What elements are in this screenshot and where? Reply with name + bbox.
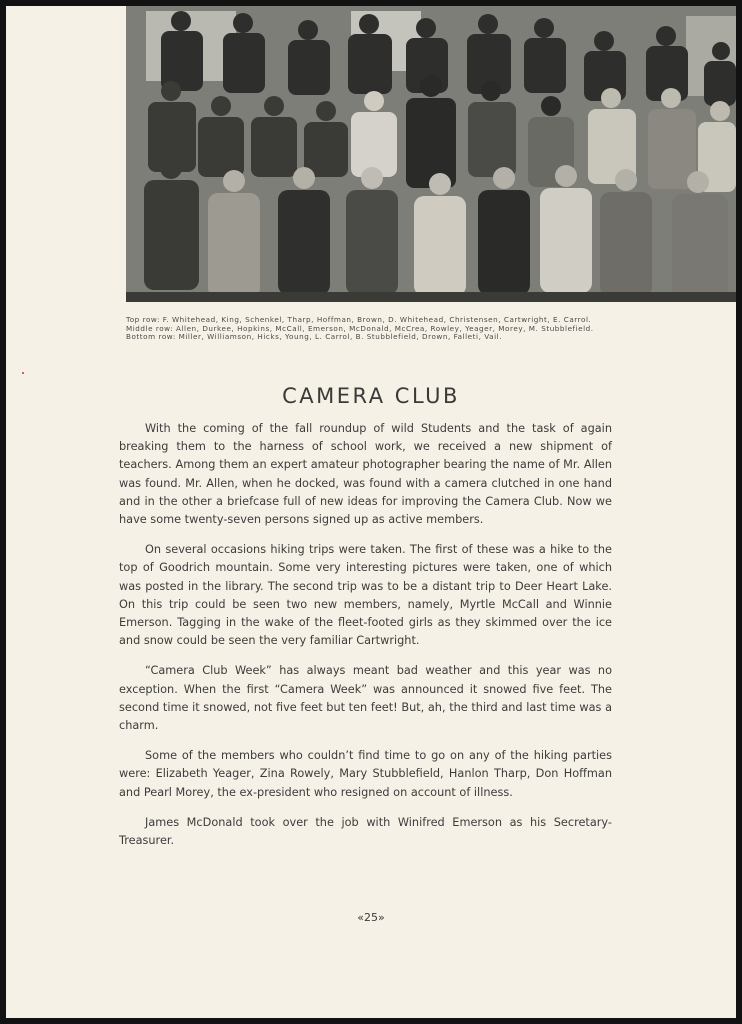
paragraph: With the coming of the fall roundup of wild Students and the task of again breaking them to the harness of school work, we received a new shipment of teachers. Among them an expert amateur photographer bearing the name of Mr. Allen was found. Mr. Allen, when he docked, was found with a camera clutched in one hand and in the other a briefcase full of new ideas for improving the Camera Club. Now we have some twenty-seven persons signed up as active members. bbox=[119, 422, 612, 527]
paragraph: On several occasions hiking trips were taken. The first of these was a hike to the top of Goodrich mountain. Some very interesting pictures were taken, one of which was posted in the library. The second trip was to be a distant trip to Deer Heart Lake. On this trip could be seen two new members, namely, Myrtle McCall and Winnie Emerson. Tagging in the wake of the fleet-footed girls as they skimmed over the ice and snow could be seen the very familiar Cartwright. bbox=[119, 543, 612, 648]
paragraph: Some of the members who couldn’t find time to go on any of the hiking parties were: Elizabeth Yeager, Zina Rowely, Mary Stubblefield, Hanlon Tharp, Don Hoffman and Pearl Morey, the ex-president who resigned on account of illness. bbox=[119, 749, 612, 799]
yearbook-page bbox=[6, 6, 736, 1018]
caption-bottom-row: Bottom row: Miller, Williamson, Hicks, Young, L. Carrol, B. Stubblefield, Drown, Falleti, Vail. bbox=[126, 332, 503, 342]
paragraph: James McDonald took over the job with Winifred Emerson as his Secretary-Treasurer. bbox=[119, 815, 612, 848]
paragraph: “Camera Club Week” has always meant bad weather and this year was no exception. When the first “Camera Week” was announced it snowed five feet. The second time it snowed, not five feet but ten feet! But, ah, the third and last time was a charm. bbox=[119, 664, 612, 733]
group-photo-illustration bbox=[126, 6, 736, 302]
page-number: «25» bbox=[357, 911, 385, 924]
photo-caption bbox=[126, 316, 616, 342]
margin-mark bbox=[22, 372, 24, 374]
caption-middle-row: Middle row: Allen, Durkee, Hopkins, McCall, Emerson, McDonald, McCrea, Rowley, Yeager, Morey, M. Stubblefield. bbox=[126, 323, 594, 333]
caption-top-row: Top row: F. Whitehead, King, Schenkel, Tharp, Hoffman, Brown, D. Whitehead, Christensen, Cartwright, E. Carrol. bbox=[126, 315, 592, 324]
page-title: CAMERA CLUB bbox=[282, 384, 460, 408]
group-photo bbox=[126, 6, 736, 302]
article-body bbox=[119, 420, 612, 862]
